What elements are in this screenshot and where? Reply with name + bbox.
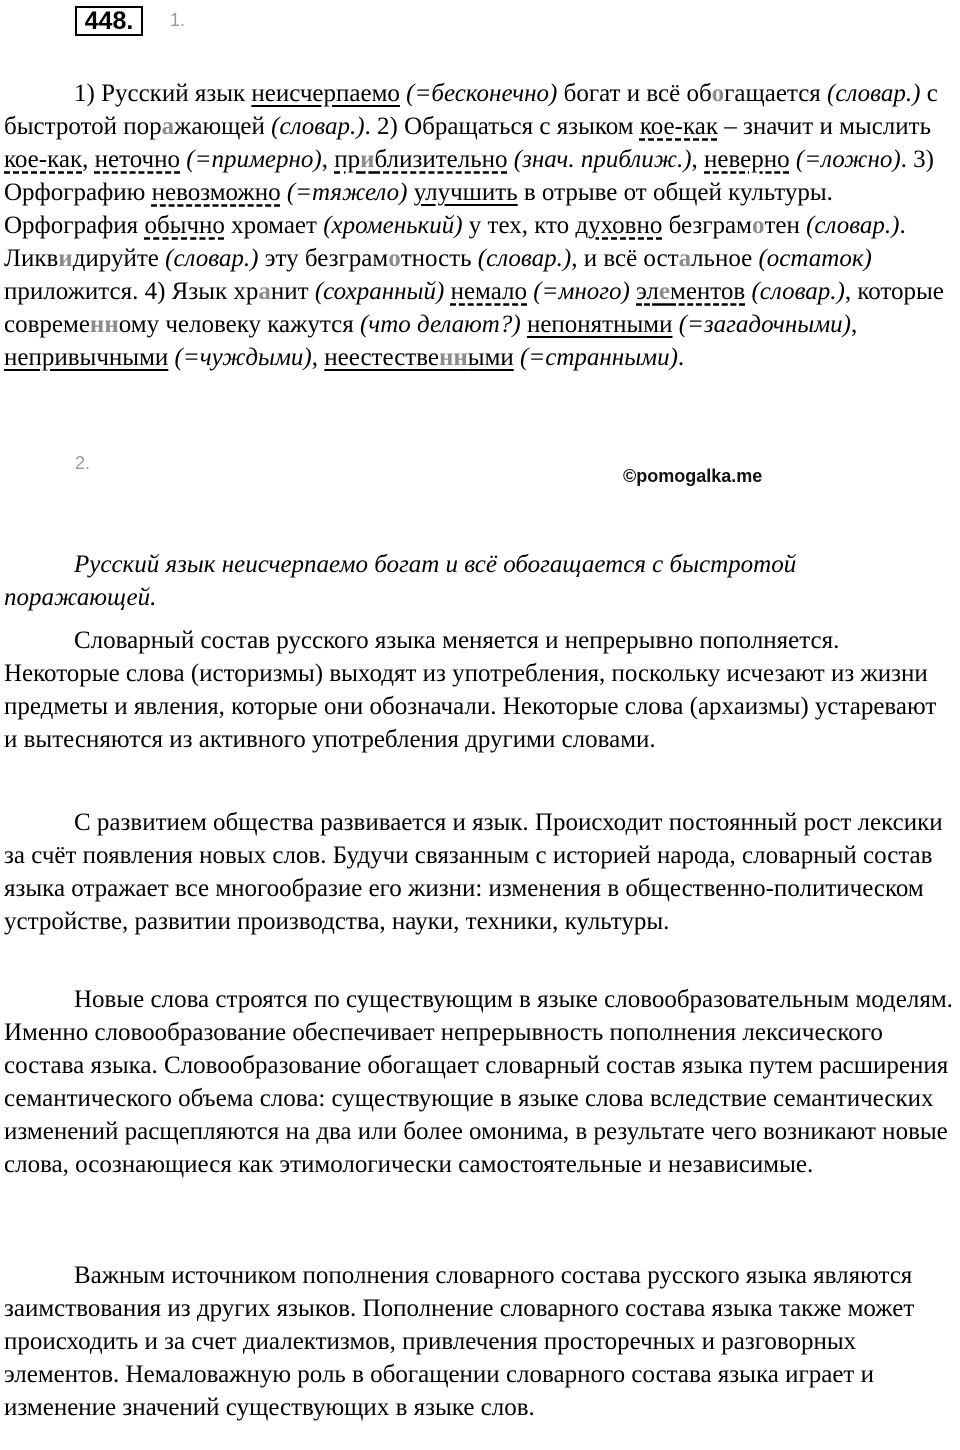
marked-word: духовно [575, 212, 663, 239]
note: (=бесконечно) [399, 80, 558, 107]
note: (знач. приближ.) [507, 146, 692, 173]
text-run: богат и всё об [557, 80, 712, 107]
note: (словар.) [264, 113, 365, 140]
essay-intro: Русский язык неисчерпаемо богат и всё обогащается с быстротой поражающей. [4, 551, 797, 611]
note: (=чуждыми) [168, 344, 312, 371]
marked-word: немало [450, 278, 527, 305]
text-run: в отрыве от общей культуры. Орфография [4, 179, 833, 239]
text-run: тность [400, 245, 472, 272]
word-part: пр [334, 146, 361, 173]
exercise-text [4, 77, 954, 374]
text-run: , [691, 146, 705, 173]
text-run: , [311, 344, 325, 371]
marked-word: кое-как [4, 146, 83, 173]
note: (=странными) [513, 344, 678, 371]
note: (=примерно) [180, 146, 322, 173]
exercise-number: 448. [75, 6, 143, 36]
text-run: льное [691, 245, 753, 272]
text-run: жающей [174, 113, 265, 140]
text-run: , [850, 311, 858, 338]
marked-word: невозможно [151, 179, 281, 206]
essay-paragraph-3: Новые слова строятся по существующим в языке словообразовательным моделям. Именно словообразование обеспечивает непрерывность пополнения лексического состава языка. Словообразование обогащает словарный состав языка путем расширения семантического объема слова: существующие в языке слова вследствие семантических изменений расщепляются на два или более омонима, в результате чего возникают новые слова, осознающиеся как этимологически самостоятельные и независимые. [4, 986, 953, 1178]
vowel-highlight: а [258, 278, 271, 305]
word-part: ыми [467, 344, 514, 371]
note: (словар.) [745, 278, 845, 305]
vowel-highlight: и [360, 146, 375, 173]
text-run: , [82, 146, 95, 173]
text-run: безграм [662, 212, 752, 239]
vowel-highlight: а [161, 113, 175, 140]
note: (что делают?) [353, 311, 521, 338]
note: (=тяжело) [280, 179, 408, 206]
vowel-highlight: нн [438, 344, 468, 371]
task-1-number: 1. [170, 10, 186, 30]
text-run: у тех, кто [462, 212, 576, 239]
note: (=ложно) [789, 146, 901, 173]
text-run: тен [764, 212, 800, 239]
essay-paragraph-4: Важным источником пополнения словарного состава русского языка являются заимствования из других языков. Пополнение словарного состава языка также может происходить и за счет диалектизмов, привлечения просторечных и разговорных элементов. Немаловажную роль в обогащении словарного состава языка играет и изменение значений существующих в языке слов. [4, 1262, 915, 1421]
note: (словар.) [471, 245, 572, 272]
text-run: приложится. 4) Язык хр [4, 278, 259, 305]
text-run: , и всё ост [571, 245, 679, 272]
vowel-highlight: а [678, 245, 692, 272]
vowel-highlight: и [58, 245, 73, 272]
marked-word [636, 278, 745, 305]
vowel-highlight: е [658, 278, 671, 305]
text-run: – значит и мыслить [717, 113, 931, 140]
marked-word: непривычными [4, 344, 169, 371]
vowel-highlight: о [751, 212, 765, 239]
marked-word: кое-как [639, 113, 718, 140]
text-run: ому человеку кажутся [118, 311, 354, 338]
task-2-number: 2. [75, 453, 91, 473]
text-run: , которые совреме [4, 278, 944, 338]
watermark: ©pomogalka.me [623, 466, 763, 486]
text-run: хромает [224, 212, 317, 239]
marked-word [324, 344, 514, 371]
text-run: , [321, 146, 335, 173]
text-run: 1) Русский язык [74, 80, 252, 107]
marked-word: улучшить [413, 179, 518, 206]
note: (словар.) [820, 80, 921, 107]
note: (словар.) [799, 212, 900, 239]
text-run: . Ликв [4, 212, 906, 272]
note: (словар.) [158, 245, 259, 272]
note: (сохранный) [308, 278, 445, 305]
text-run: . 3) Орфографию [4, 146, 934, 206]
word-part: эл [636, 278, 659, 305]
word-part: ментов [670, 278, 746, 305]
word-part: неестестве [324, 344, 439, 371]
note: (остаток) [752, 245, 872, 272]
note: (=загадочными) [672, 311, 851, 338]
text-run: . [677, 344, 685, 371]
text-run: . 2) Обращаться с языком [364, 113, 640, 140]
vowel-highlight: о [711, 80, 725, 107]
vowel-highlight: нн [89, 311, 119, 338]
marked-word: неверно [704, 146, 790, 173]
note: (=много) [527, 278, 630, 305]
essay-paragraph-2: С развитием общества развивается и язык. Происходит постоянный рост лексики за счёт появления новых слов. Будучи связанным с историей народа, словарный состав языка отражает все многообразие его жизни: изменения в общественно-политическом устройстве, развитии производства, науки, техники, культуры. [4, 809, 943, 935]
text-run: эту безграм [258, 245, 389, 272]
note: (хроменький) [316, 212, 463, 239]
text-run: нит [270, 278, 309, 305]
text-run: с быстротой пор [4, 80, 938, 140]
marked-word: непонятными [526, 311, 673, 338]
marked-word: обычно [144, 212, 225, 239]
text-run: дируйте [72, 245, 159, 272]
marked-word [334, 146, 507, 173]
text-run: гащается [724, 80, 821, 107]
essay-paragraph-1: Словарный состав русского языка меняется и непрерывно пополняется. Некоторые слова (историзмы) выходят из употребления, поскольку исчезают из жизни предметы и явления, которые они обозначали. Некоторые слова (архаизмы) устаревают и вытесняются из активного употребления другими словами. [4, 627, 937, 753]
word-part: близительно [374, 146, 508, 173]
marked-word: неточно [94, 146, 181, 173]
vowel-highlight: о [388, 245, 401, 272]
marked-word: неисчерпаемо [251, 80, 400, 107]
